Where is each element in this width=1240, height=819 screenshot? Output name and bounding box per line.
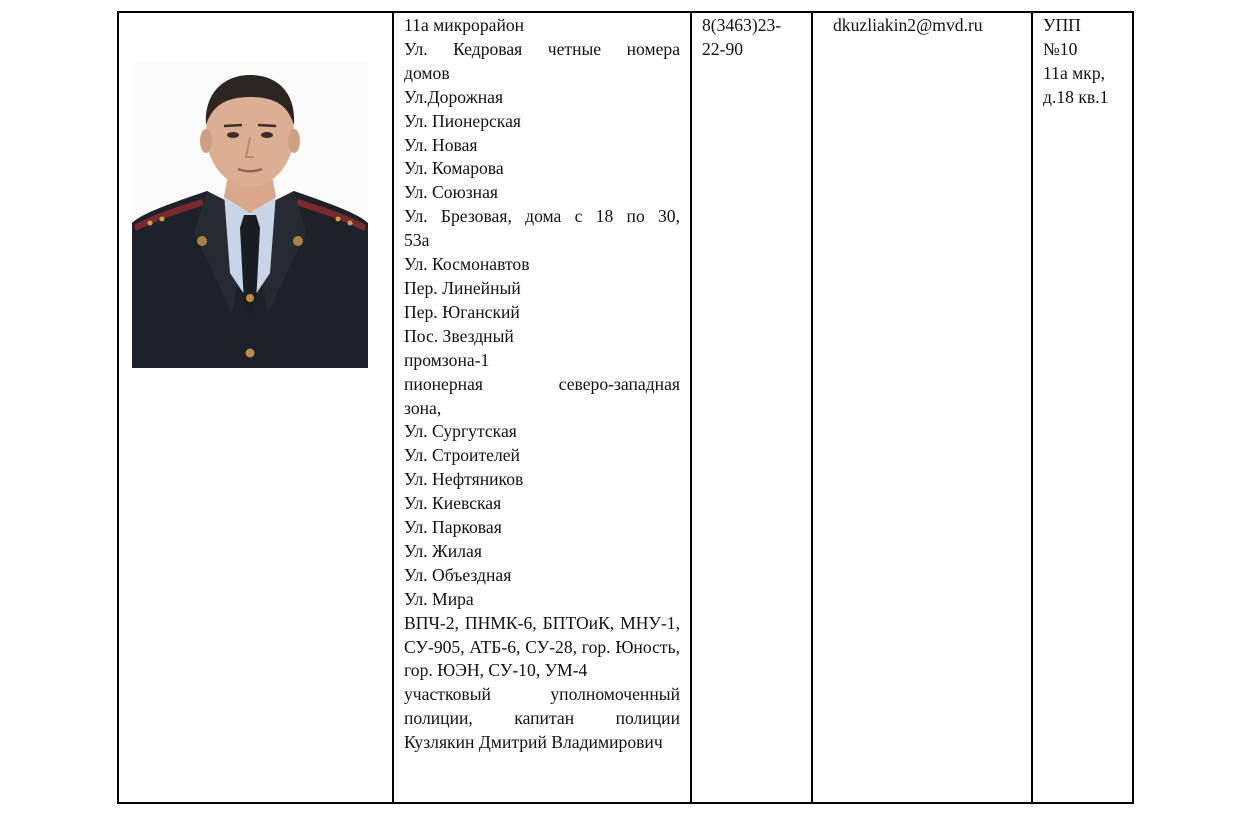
officer-portrait-image bbox=[132, 63, 368, 368]
upp-cell bbox=[1043, 14, 1127, 110]
address-line: Пер. Юганский bbox=[404, 301, 520, 322]
address-line: Ул. Космонавтов bbox=[404, 254, 530, 275]
address-line: Ул.Дорожная bbox=[404, 86, 504, 107]
address-line: Ул. Пионерская bbox=[404, 110, 521, 131]
upp-address: 11а мкр, bbox=[1043, 62, 1106, 83]
column-divider bbox=[690, 13, 692, 802]
phone-cell bbox=[702, 14, 812, 62]
upp-number: №10 bbox=[1043, 38, 1078, 59]
email-address: dkuzliakin2@mvd.ru bbox=[833, 15, 983, 35]
address-line: Ул. Объездная bbox=[404, 564, 512, 585]
address-line: Ул. Жилая bbox=[404, 540, 482, 561]
address-line: Ул. Мира bbox=[404, 588, 474, 609]
address-line: Ул. Нефтяников bbox=[404, 469, 524, 490]
address-line: Ул. Кедровая четные номера bbox=[404, 38, 680, 59]
address-line: Ул. Киевская bbox=[404, 493, 502, 514]
officer-table bbox=[117, 11, 1134, 804]
phone-number-part: 22-90 bbox=[702, 38, 744, 59]
address-line: Пер. Линейный bbox=[404, 277, 521, 298]
address-line: Ул. Брезовая, дома с 18 по 30, bbox=[404, 206, 680, 227]
address-line: 53а bbox=[404, 230, 430, 251]
enterprises-list: ВПЧ-2, ПНМК-6, БПТОиК, МНУ-1, СУ-905, АТБ-6, СУ-28, гор. Юность, гор. ЮЭН, СУ-10, УМ-4 bbox=[404, 612, 680, 681]
column-divider bbox=[811, 13, 813, 802]
address-line: промзона-1 bbox=[404, 349, 490, 370]
officer-name: участковый уполномоченный полиции, капитан полиции Кузлякин Дмитрий Владимирович bbox=[404, 684, 680, 753]
address-line: Ул. Союзная bbox=[404, 182, 498, 203]
column-divider bbox=[1031, 13, 1033, 802]
address-line: Ул. Строителей bbox=[404, 445, 520, 466]
address-line: домов bbox=[404, 62, 450, 83]
address-line: Ул. Сургутская bbox=[404, 421, 517, 442]
address-line: Ул. Новая bbox=[404, 134, 478, 155]
address-line: 11а микрорайон bbox=[404, 15, 525, 35]
column-divider bbox=[392, 13, 394, 802]
officer-photo bbox=[132, 63, 368, 368]
upp-label: УПП bbox=[1043, 15, 1081, 35]
address-line: зона, bbox=[404, 397, 442, 418]
address-line: Ул. Парковая bbox=[404, 517, 502, 538]
address-line: Пос. Звездный bbox=[404, 325, 514, 346]
address-cell bbox=[404, 14, 680, 755]
upp-address: д.18 кв.1 bbox=[1043, 86, 1109, 107]
address-line: пионерная северо-западная bbox=[404, 373, 680, 394]
phone-number-part: 8(3463)23- bbox=[702, 15, 782, 35]
address-line: Ул. Комарова bbox=[404, 158, 504, 179]
